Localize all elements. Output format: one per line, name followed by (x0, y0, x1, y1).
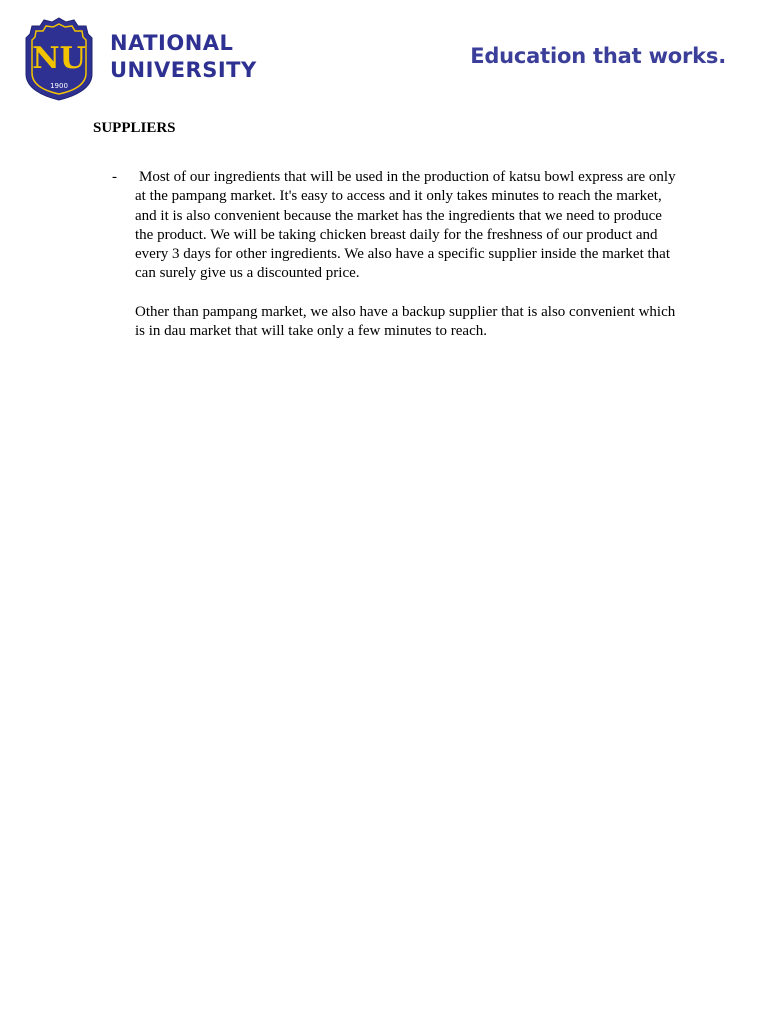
wordmark-line-1: NATIONAL (110, 31, 234, 55)
tagline: Education that works. (470, 44, 726, 68)
seal-monogram: NU (32, 41, 86, 76)
bullet-list-item (112, 168, 692, 342)
paragraph-backup-supplier: Other than pampang market, we also have a backup supplier that is also convenient which is in dau market that will take only a few minutes to reach. (135, 304, 676, 340)
page-header (0, 0, 768, 110)
seal-year: 1900 (50, 82, 68, 90)
paragraph-primary-supplier: Most of our ingredients that will be used in the production of katsu bowl express are only at the pampang market. It's easy to access and it only takes minutes to reach the market, and it is also convenient because the market has the ingredients that we need to produce the product. We will be taking chicken breast daily for the freshness of our product and every 3 days for other ingredients. We also have a specific supplier inside the market that can surely give us a discounted price. (135, 169, 676, 282)
national-university-seal-logo (24, 16, 94, 102)
university-wordmark (110, 30, 257, 84)
bullet-marker: - (112, 169, 117, 185)
section-title: SUPPLIERS (93, 120, 176, 136)
wordmark-line-2: UNIVERSITY (110, 58, 257, 82)
